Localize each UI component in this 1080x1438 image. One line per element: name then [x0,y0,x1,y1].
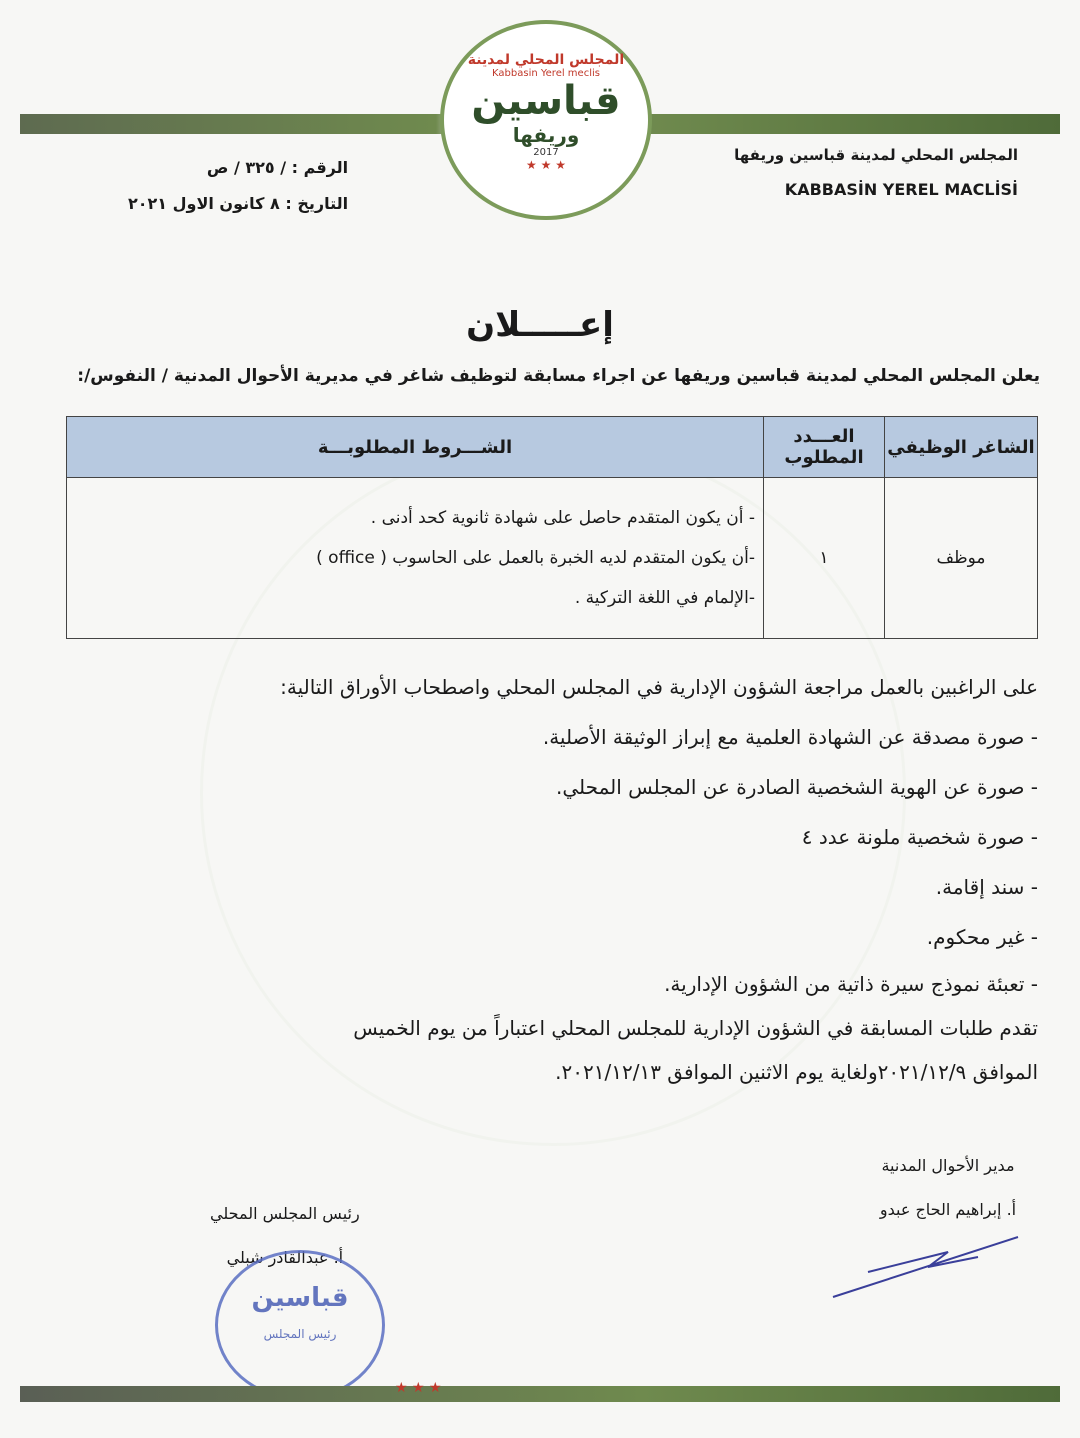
logo-year: 2017 [533,147,559,158]
logo-sub: وريفها [512,123,580,147]
logo-latin: Kabbasin Yerel meclis [492,68,600,79]
official-stamp [215,1250,385,1400]
intro-text: يعلن المجلس المحلي لمدينة قباسين وريفها عن اجراء مسابقة لتوظيف شاغر في مديرية الأحوال المدنية / النفوس/: [77,366,1040,386]
header-conditions: الشـــروط المطلوبـــة [67,417,764,478]
reference-block [128,150,348,222]
condition-item: - أن يكون المتقدم حاصل على شهادة ثانوية كحد أدنى . [370,508,755,528]
document-item: - تعبئة نموذج سيرة ذاتية من الشؤون الإدارية. [664,972,1038,996]
header-position: الشاغر الوظيفي [885,417,1038,478]
cell-position: موظف [885,478,1038,639]
stamp-name: قباسين [251,1283,349,1313]
closing-line-2: الموافق ٢٠٢١/١٢/٩ولغاية يوم الاثنين الموافق ٢٠٢١/١٢/١٣. [555,1060,1038,1084]
council-logo [440,20,652,220]
logo-arabic-top: المجلس المحلي لمدينة [467,52,625,68]
logo-stars: ★ ★ ★ [526,158,566,172]
document-date: التاريخ : ٨ كانون الاول ٢٠٢١ [128,194,349,213]
footer-bar [20,1386,1060,1402]
closing-line-1: تقدم طلبات المسابقة في الشؤون الإدارية للمجلس المحلي اعتباراً من يوم الخميس [353,1016,1038,1040]
signatory-name: أ. عبدالقادر شبلي [226,1248,344,1267]
condition-item: -الإلمام في اللغة التركية . [574,588,755,608]
header-count: العـــدد المطلوب [764,417,885,478]
reference-number: الرقم : / ٣٢٥ / ص [206,158,349,177]
council-name-tr: KABBASİN YEREL MACLİSİ [784,180,1018,199]
signatory-title: مدير الأحوال المدنية [881,1156,1015,1175]
document-item: - غير محكوم. [926,925,1038,949]
vacancy-table [66,416,1038,639]
council-name-ar: المجلس المحلي لمدينة قباسين وريفها [734,146,1018,164]
footer-stars: ★ ★ ★ [395,1380,442,1396]
signatory-title: رئيس المجلس المحلي [210,1204,360,1223]
condition-item: -أن يكون المتقدم لديه الخبرة بالعمل على الحاسوب ( office ) [316,548,755,568]
stamp-role: رئيس المجلس [263,1327,337,1341]
page-title: إعـــــلان [466,305,614,345]
table-header [67,417,1038,478]
signatory-name: أ. إبراهيم الحاج عبدو [879,1200,1017,1219]
document-item: - صورة شخصية ملونة عدد ٤ [801,825,1038,849]
documents-lead: على الراغبين بالعمل مراجعة الشؤون الإدارية في المجلس المحلي واصطحاب الأوراق التالية: [280,675,1038,699]
document-item: - صورة عن الهوية الشخصية الصادرة عن المجلس المحلي. [556,775,1038,799]
document-item: - سند إقامة. [935,875,1038,899]
council-header [734,146,1018,199]
signature-civil-director [868,1144,1028,1302]
handwritten-signature [828,1232,1028,1302]
cell-conditions [67,478,764,639]
requirements-body [38,662,1038,1094]
cell-count: ١ [764,478,885,639]
document-item: - صورة مصدقة عن الشهادة العلمية مع إبراز الوثيقة الأصلية. [542,725,1038,749]
logo-name: قباسين [471,78,621,124]
table-row [67,478,1038,639]
